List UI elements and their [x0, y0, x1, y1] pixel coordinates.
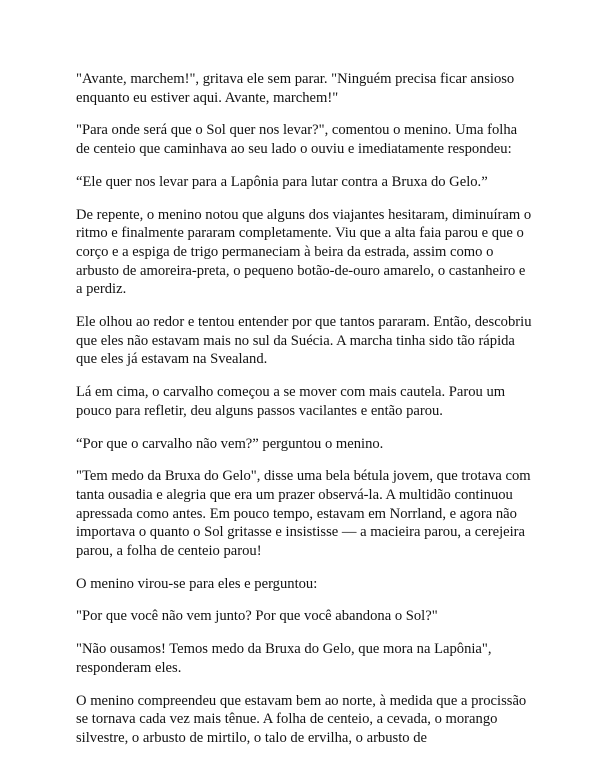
paragraph: "Para onde será que o Sol quer nos levar?", comentou o menino. Uma folha de centeio que caminhava ao seu lado o ouviu e imediatamente respondeu:	[76, 122, 518, 158]
paragraph: "Não ousamos! Temos medo da Bruxa do Gelo, que mora na Lapônia", responderam eles.	[76, 641, 492, 676]
paragraph: O menino virou-se para eles e perguntou:	[76, 575, 318, 592]
paragraph: “Por que o carvalho não vem?” perguntou o menino.	[76, 435, 384, 452]
body-text	[76, 70, 534, 762]
paragraph: “Ele quer nos levar para a Lapônia para lutar contra a Bruxa do Gelo.”	[76, 173, 488, 190]
paragraph: De repente, o menino notou que alguns dos viajantes hesitaram, diminuíram o ritmo e finalmente pararam completamente. Viu que a alta faia parou e que o corço e a espiga de trigo permaneciam à beira da estrada, assim como o arbusto de amoreira-preta, o pequeno botão-de-ouro amarelo, o castanheiro e a perdiz.	[76, 206, 532, 298]
paragraph: "Por que você não vem junto? Por que você abandona o Sol?"	[76, 608, 438, 625]
paragraph: O menino compreendeu que estavam bem ao norte, à medida que a procissão se tornava cada vez mais tênue. A folha de centeio, a cevada, o morango silvestre, o arbusto de mirtilo, o talo de ervilha, o arbusto de	[76, 692, 527, 746]
paragraph: "Tem medo da Bruxa do Gelo", disse uma bela bétula jovem, que trotava com tanta ousadia e alegria que era um prazer observá-la. A multidão continuou apressada como antes. Em pouco tempo, estavam em Norrland, e agora não importava o quanto o Sol gritasse e insistisse — a macieira parou, a cerejeira parou, a folha de centeio parou!	[76, 468, 531, 560]
paragraph: Ele olhou ao redor e tentou entender por que tantos pararam. Então, descobriu que eles não estavam mais no sul da Suécia. A marcha tinha sido tão rápida que eles já estavam na Svealand.	[76, 314, 532, 368]
paragraph: Lá em cima, o carvalho começou a se mover com mais cautela. Parou um pouco para refletir, deu alguns passos vacilantes e então parou.	[76, 384, 506, 419]
paragraph: "Avante, marchem!", gritava ele sem parar. "Ninguém precisa ficar ansioso enquanto eu estiver aqui. Avante, marchem!"	[76, 71, 515, 106]
